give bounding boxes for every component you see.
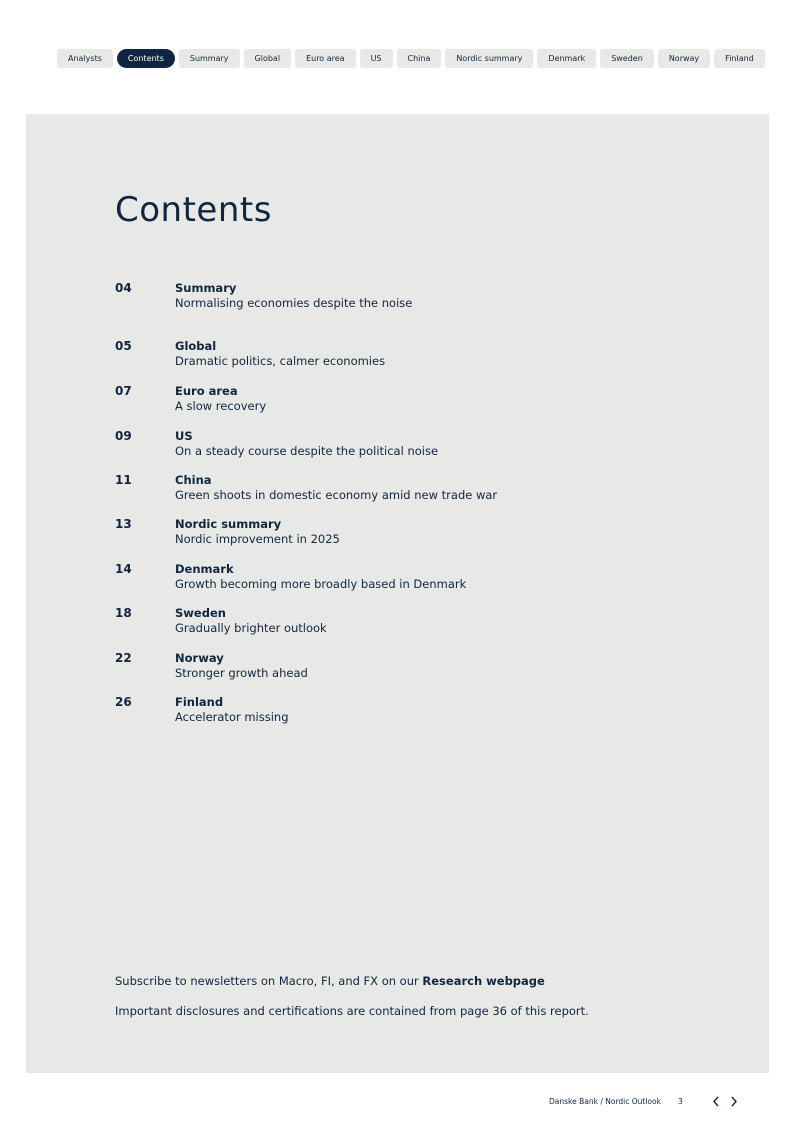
toc-entry-title: Summary: [175, 281, 237, 295]
toc-entry-summary[interactable]: [115, 280, 715, 312]
toc-page-number: 11: [115, 473, 132, 487]
footer-source: Danske Bank / Nordic Outlook: [549, 1097, 661, 1106]
tab-nordic-summary[interactable]: Nordic summary: [445, 49, 533, 68]
tab-us[interactable]: US: [360, 49, 393, 68]
tab-sweden[interactable]: Sweden: [600, 49, 654, 68]
chevron-left-icon: [712, 1096, 720, 1107]
toc-page-number: 13: [115, 517, 132, 531]
tab-analysts[interactable]: Analysts: [57, 49, 113, 68]
toc-entry-title: US: [175, 429, 193, 443]
toc-entry-nordic-summary[interactable]: [115, 516, 715, 548]
subscribe-line: [115, 974, 545, 988]
subscribe-text: Subscribe to newsletters on Macro, FI, and FX on our: [115, 974, 423, 988]
contents-panel: [26, 114, 769, 1073]
tab-global[interactable]: Global: [244, 49, 292, 68]
toc-entry-subtitle: Nordic improvement in 2025: [175, 532, 340, 546]
toc-entry-subtitle: Gradually brighter outlook: [175, 621, 327, 635]
toc-entry-us[interactable]: [115, 428, 715, 460]
toc-entry-norway[interactable]: [115, 650, 715, 682]
toc-entry-china[interactable]: [115, 472, 715, 504]
toc-entry-subtitle: Green shoots in domestic economy amid new trade war: [175, 488, 498, 502]
toc-entry-title: Global: [175, 339, 217, 353]
toc-entry-denmark[interactable]: [115, 561, 715, 593]
toc-page-number: 14: [115, 562, 132, 576]
research-webpage-link[interactable]: Research webpage: [422, 974, 545, 988]
tab-finland[interactable]: Finland: [714, 49, 765, 68]
tab-summary[interactable]: Summary: [179, 49, 240, 68]
toc-entry-sweden[interactable]: [115, 605, 715, 637]
toc-entry-subtitle: Dramatic politics, calmer economies: [175, 354, 386, 368]
tab-norway[interactable]: Norway: [658, 49, 710, 68]
toc-page-number: 18: [115, 606, 132, 620]
page-title: Contents: [115, 190, 272, 230]
toc-entry-finland[interactable]: [115, 694, 715, 726]
toc-entry-title: Norway: [175, 651, 224, 665]
toc-entry-subtitle: Growth becoming more broadly based in Denmark: [175, 577, 467, 591]
next-page-button[interactable]: [727, 1094, 741, 1108]
toc-entry-global[interactable]: [115, 338, 715, 370]
toc-page-number: 04: [115, 281, 132, 295]
disclosure-note: Important disclosures and certifications are contained from page 36 of this report.: [115, 1004, 589, 1018]
toc-page-number: 07: [115, 384, 132, 398]
tab-denmark[interactable]: Denmark: [537, 49, 596, 68]
toc-page-number: 09: [115, 429, 132, 443]
toc-page-number: 05: [115, 339, 132, 353]
toc-entry-subtitle: A slow recovery: [175, 399, 267, 413]
tab-contents[interactable]: Contents: [117, 49, 175, 68]
toc-entry-subtitle: Accelerator missing: [175, 710, 289, 724]
toc-entry-subtitle: Stronger growth ahead: [175, 666, 308, 680]
toc-entry-euro-area[interactable]: [115, 383, 715, 415]
toc-entry-title: China: [175, 473, 212, 487]
toc-entry-title: Sweden: [175, 606, 226, 620]
tab-china[interactable]: China: [397, 49, 442, 68]
toc-entry-title: Euro area: [175, 384, 238, 398]
toc-page-number: 26: [115, 695, 132, 709]
tab-euro-area[interactable]: Euro area: [295, 49, 356, 68]
footer-page-number: 3: [678, 1097, 683, 1106]
chevron-right-icon: [730, 1096, 738, 1107]
toc-entry-title: Nordic summary: [175, 517, 282, 531]
toc-entry-subtitle: Normalising economies despite the noise: [175, 296, 413, 310]
toc-page-number: 22: [115, 651, 132, 665]
section-nav: [57, 49, 765, 69]
toc-entry-subtitle: On a steady course despite the political noise: [175, 444, 439, 458]
toc-entry-title: Finland: [175, 695, 224, 709]
toc-entry-title: Denmark: [175, 562, 234, 576]
previous-page-button[interactable]: [709, 1094, 723, 1108]
